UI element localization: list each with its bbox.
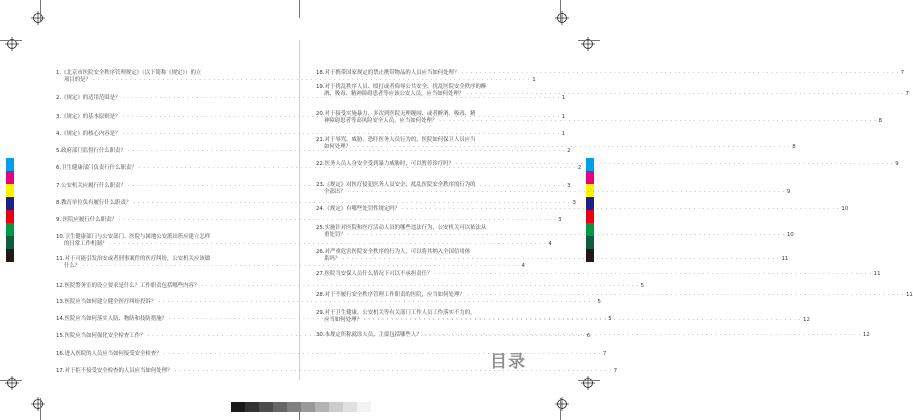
toc-entry-text: 5.政府部门监督行什么职责？ xyxy=(56,148,126,154)
toc-leader-dots xyxy=(342,256,779,263)
toc-entry-text: 23.《规定》对医疗侵犯医务人员安全、扰乱医院安全秩序的行为的 xyxy=(316,182,476,188)
toc-entry-text: 17.对于拒不接受安全检查的人员应当如何处理？ xyxy=(56,368,173,374)
registration-mark-bottom-left xyxy=(31,397,45,411)
toc-page-number: 7 xyxy=(613,368,618,374)
toc-entry-text: 12.医院警务室的设立要求是什么？工作职责包括哪些内容？ xyxy=(56,283,200,289)
toc-page-number: 3 xyxy=(572,200,576,206)
toc-entry-text: 重处罚？ xyxy=(324,232,346,238)
toc-entry-text: 神障碍患者等高风险安全人员，应当如何处理？ xyxy=(324,118,438,124)
toc-entry-text: 13.医院应当如何建立健全医疗纠纷投诉？ xyxy=(56,299,157,305)
toc-entry-text: 系吗？ xyxy=(324,256,341,262)
toc-leader-dots xyxy=(201,283,638,290)
toc-entry[interactable] xyxy=(316,111,882,125)
toc-leader-dots xyxy=(174,368,611,375)
toc-entry-text: 10.卫生健康部门与公安部门、医院与属地公安派出所应建立怎样 xyxy=(56,234,211,240)
toc-page-number: 11 xyxy=(873,271,881,277)
color-swatch xyxy=(6,236,14,249)
toc-entry-text: 什么？ xyxy=(64,263,81,269)
toc-entry-text: 14.医院应当如何落实人防、物防和技防措施？ xyxy=(56,316,167,322)
toc-leader-dots xyxy=(461,70,898,77)
toc-entry-text: 11.对于可能引发治安或者刑事案件的医疗纠纷，公安机关应该做 xyxy=(56,256,211,262)
toc-leader-dots xyxy=(164,351,601,358)
toc-entry[interactable] xyxy=(56,95,566,102)
toc-leader-dots xyxy=(402,206,839,213)
toc-entry-text: 8.教育单位负有履行什么职责？ xyxy=(56,200,132,206)
toc-entry[interactable] xyxy=(56,351,607,358)
toc-entry-text: 16.进入医院的人员应当如何接受安全检查？ xyxy=(56,351,162,357)
crop-line xyxy=(299,0,300,18)
toc-entry-text: 19.对于扰乱秩序人员、殴打或者侮辱公共安全、扰乱医院安全秩序的醉 xyxy=(316,84,487,90)
toc-page-number: 3 xyxy=(558,217,562,223)
toc-leader-dots xyxy=(348,232,785,239)
toc-entry[interactable] xyxy=(56,148,571,155)
gray-swatch xyxy=(287,402,301,412)
toc-leader-dots xyxy=(467,292,904,299)
toc-page-number: 3 xyxy=(567,183,571,189)
toc-entry-text: 2.《规定》的适用范围是？ xyxy=(56,95,121,101)
toc-entry-text: 的日常工作机制？ xyxy=(64,241,108,247)
toc-page-number: 1 xyxy=(532,77,536,83)
toc-entry[interactable] xyxy=(316,84,909,98)
toc-entry-text: 项目的是？ xyxy=(64,77,91,83)
toc-entry[interactable] xyxy=(316,225,794,239)
toc-page-number: 9 xyxy=(895,161,899,167)
toc-page-number: 7 xyxy=(900,70,905,76)
toc-title: 目录 xyxy=(490,352,526,372)
color-swatch xyxy=(6,158,14,171)
toc-leader-dots xyxy=(424,332,861,339)
toc-page-number: 11 xyxy=(906,292,913,298)
toc-entry[interactable] xyxy=(56,217,562,224)
gray-swatch xyxy=(259,402,273,412)
gray-swatch xyxy=(245,402,259,412)
registration-mark-right-bottom xyxy=(581,376,595,390)
gray-swatch xyxy=(329,402,343,412)
toc-page-number: 11 xyxy=(781,256,789,262)
registration-mark-top-right xyxy=(555,11,569,25)
toc-page-number: 12 xyxy=(862,332,870,338)
toc-leader-dots xyxy=(364,317,801,324)
toc-page-number: 1 xyxy=(561,114,566,120)
toc-entry[interactable] xyxy=(56,299,601,306)
toc-page-number: 7 xyxy=(602,351,607,357)
crop-line xyxy=(578,40,600,41)
gray-swatch xyxy=(273,402,287,412)
toc-entry-text: 25.实施针对医院和医疗活动人员的哪些违法行为，公安机关可以依法从 xyxy=(316,225,487,231)
toc-entry-text: 1.《北京市医院安全秩序管理规定》（以下简称《规定》）的立 xyxy=(56,70,202,76)
crop-line xyxy=(0,40,22,41)
toc-entry[interactable] xyxy=(56,200,576,207)
toc-entry-text: 酒、吸毒、精神障碍患者等应该公安人员，应当如何处理？ xyxy=(324,91,465,97)
crop-line xyxy=(40,0,41,22)
toc-page-number: 5 xyxy=(608,316,612,322)
toc-entry[interactable] xyxy=(316,161,899,168)
toc-entry-text: 27.医院当安保人员什么情况下可以不承担责任？ xyxy=(316,271,433,277)
toc-page-number: 10 xyxy=(786,232,794,238)
toc-page-number: 5 xyxy=(640,283,645,289)
toc-entry-text: 3.《规定》的基本原则是？ xyxy=(56,114,121,120)
gray-swatch xyxy=(343,402,357,412)
toc-leader-dots xyxy=(456,161,893,168)
toc-page-number: 10 xyxy=(841,206,849,212)
color-swatch xyxy=(586,171,594,184)
crop-line xyxy=(40,398,41,420)
color-bar-left xyxy=(6,158,14,262)
toc-page-number: 4 xyxy=(521,263,525,269)
toc-entry[interactable] xyxy=(316,271,881,278)
toc-entry-text: 22.医务人员人身安全受到暴力威胁时，可以暂停诊疗吗？ xyxy=(316,161,454,167)
toc-entry[interactable] xyxy=(56,283,645,290)
toc-page-number: 1 xyxy=(561,131,566,137)
registration-mark-top-left xyxy=(31,11,45,25)
grayscale-strip xyxy=(231,402,371,412)
toc-page-number: 4 xyxy=(548,241,552,247)
color-swatch xyxy=(6,210,14,223)
toc-leader-dots xyxy=(348,189,785,196)
registration-mark-bottom-right xyxy=(555,397,569,411)
toc-leader-dots xyxy=(439,118,876,125)
book-spine-line xyxy=(299,40,300,380)
toc-entry-text: 30.本规定所称就诊人员，主要包括哪些人？ xyxy=(316,332,422,338)
toc-entry-text: 应当如何处理？ xyxy=(324,317,362,323)
toc-entry-text: 18.对于携带国家规定的禁止携带物品的人员应当如何处理？ xyxy=(316,70,460,76)
toc-leader-dots xyxy=(434,271,871,278)
crop-line xyxy=(0,380,22,381)
registration-mark-left-bottom xyxy=(5,376,19,390)
toc-page-number: 6 xyxy=(586,333,591,339)
toc-leader-dots xyxy=(119,217,556,224)
toc-entry-text: 29.对于卫生健康、公安机关等有关部门工作人员工作落实不力的， xyxy=(316,310,476,316)
toc-leader-dots xyxy=(82,263,519,270)
toc-entry[interactable] xyxy=(316,182,791,196)
toc-entry[interactable] xyxy=(316,249,789,263)
toc-leader-dots xyxy=(466,91,903,98)
toc-entry-text: 7.公安机关应履行什么职责？ xyxy=(56,183,126,189)
color-swatch xyxy=(6,197,14,210)
toc-entry-text: 20.对于接受实施暴力、多次到医院无理缠闹、或者醉酒、吸毒、精 xyxy=(316,111,476,117)
toc-entry-text: 28.对于不履行安全秩序管理工作职责的医院，应当如何处理？ xyxy=(316,292,465,298)
toc-entry-text: 21.对于辱骂、威胁、恐吓医务人员行为的，医院如何保卫人员应当 xyxy=(316,137,476,143)
crop-line xyxy=(578,380,600,381)
toc-leader-dots xyxy=(93,77,530,84)
toc-page-number: 8 xyxy=(878,118,882,124)
crop-line xyxy=(560,0,561,22)
toc-entry[interactable] xyxy=(56,165,582,172)
toc-page-number: 12 xyxy=(803,317,810,323)
gray-swatch xyxy=(315,402,329,412)
toc-leader-dots xyxy=(109,241,546,248)
toc-entry[interactable] xyxy=(56,131,566,138)
toc-entry-text: 9. 医院应履行什么职责？ xyxy=(56,217,117,223)
toc-entry-text: 全部出？ xyxy=(324,189,346,195)
crop-line xyxy=(560,398,561,420)
gray-swatch xyxy=(231,402,245,412)
color-swatch xyxy=(6,223,14,236)
toc-entry[interactable] xyxy=(316,292,913,299)
color-swatch xyxy=(6,171,14,184)
toc-entry-text: 4.《规定》的核心内容是？ xyxy=(56,131,121,137)
toc-page-number: 1 xyxy=(561,95,566,101)
toc-entry[interactable] xyxy=(316,137,796,151)
toc-leader-dots xyxy=(158,299,595,306)
toc-entry[interactable] xyxy=(316,310,810,324)
toc-entry-text: 15.医院应当如何强化安全检查工作？ xyxy=(56,333,146,339)
toc-page-number: 9 xyxy=(786,189,791,195)
gray-swatch xyxy=(301,402,315,412)
toc-page-number: 5 xyxy=(597,299,601,305)
toc-leader-dots xyxy=(353,144,790,151)
toc-page-number: 2 xyxy=(567,148,571,154)
toc-entry[interactable] xyxy=(316,332,870,339)
color-swatch xyxy=(6,184,14,197)
toc-page-number: 8 xyxy=(792,144,796,150)
toc-entry-text: 26.对严重危害医院安全秩序的行为人，可以将其纳入全国信用体 xyxy=(316,249,471,255)
toc-entry-text: 6.卫生健康部门负责行什么职责？ xyxy=(56,165,137,171)
toc-entry[interactable] xyxy=(316,206,849,213)
toc-page-number: 7 xyxy=(905,91,909,97)
toc-entry-text: 如何处理？ xyxy=(324,144,351,150)
toc-entry[interactable] xyxy=(316,70,905,77)
toc-page-number: 2 xyxy=(577,165,582,171)
toc-entry-text: 24.《规定》有哪些处罚性规定吗？ xyxy=(316,206,401,212)
toc-entry[interactable] xyxy=(56,368,618,375)
color-swatch xyxy=(6,249,14,262)
gray-swatch xyxy=(357,402,371,412)
